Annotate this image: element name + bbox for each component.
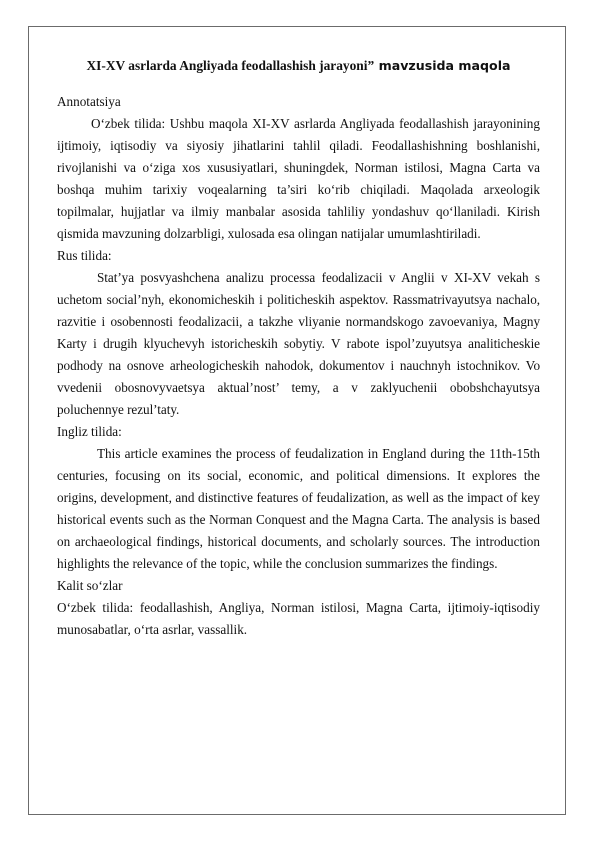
russian-heading: Rus tilida: xyxy=(57,248,112,263)
keywords-heading: Kalit so‘zlar xyxy=(57,578,123,593)
title-suffix: mavzusida maqola xyxy=(374,58,511,73)
english-abstract: This article examines the process of feudalization in England during the 11th-15th centuries, focusing on its social, economic, and political dimensions. It explores the origins, development, and distinctive features of feudalization, as well as the impact of key historical events such as the Norman Conquest and the Magna Carta. The analysis is based on archaeological findings, historical documents, and scholarly sources. The introduction highlights the relevance of the topic, while the conclusion summarizes the findings. xyxy=(57,446,540,571)
keywords-text: O‘zbek tilida: feodallashish, Angliya, Norman istilosi, Magna Carta, ijtimoiy-iqtisodiy munosabatlar, o‘rta asrlar, vassallik. xyxy=(57,600,540,637)
document-body xyxy=(57,56,540,641)
article-title xyxy=(57,56,540,76)
annotation-heading: Annotatsiya xyxy=(57,94,121,109)
english-heading: Ingliz tilida: xyxy=(57,424,122,439)
uzbek-abstract: O‘zbek tilida: Ushbu maqola XI-XV asrlarda Angliyada feodallashish jarayonining ijtimoiy, iqtisodiy va siyosiy jihatlarini tahlil qiladi. Feodallashishning boshlanishi, rivojlanishi va o‘ziga xos xususiyatlari, shuningdek, Norman istilosi, Magna Carta va boshqa muhim tarixiy voqealarning ta’siri ko‘rib chiqiladi. Maqolada arxeologik topilmalar, hujjatlar va ilmiy manbalar asosida tahliliy yondashuv qo‘llaniladi. Kirish qismida mavzuning dolzarbligi, xulosada esa olingan natijalar umumlashtiriladi. xyxy=(57,116,540,241)
russian-abstract: Stat’ya posvyashchena analizu processa feodalizacii v Anglii v XI-XV vekah s uchetom social’nyh, ekonomicheskih i politicheskih aspektov. Rassmatrivayutsya nachalo, razvitie i osobennosti feodalizacii, a takzhe vliyanie normandskogo zavoevaniya, Magny Karty i drugih klyuchevyh istoricheskih sobytiy. V rabote ispol’zuyutsya analiticheskie podhody na osnove arheologicheskih nahodok, dokumentov i nauchnyh istochnikov. Vo vvedenii obosnovyvaetsya aktual’nost’ temy, a v zaklyuchenii obobshchayutsya poluchennye rezul’taty. xyxy=(57,270,540,417)
title-main: XI-XV asrlarda Angliyada feodallashish jarayoni” xyxy=(86,58,375,73)
